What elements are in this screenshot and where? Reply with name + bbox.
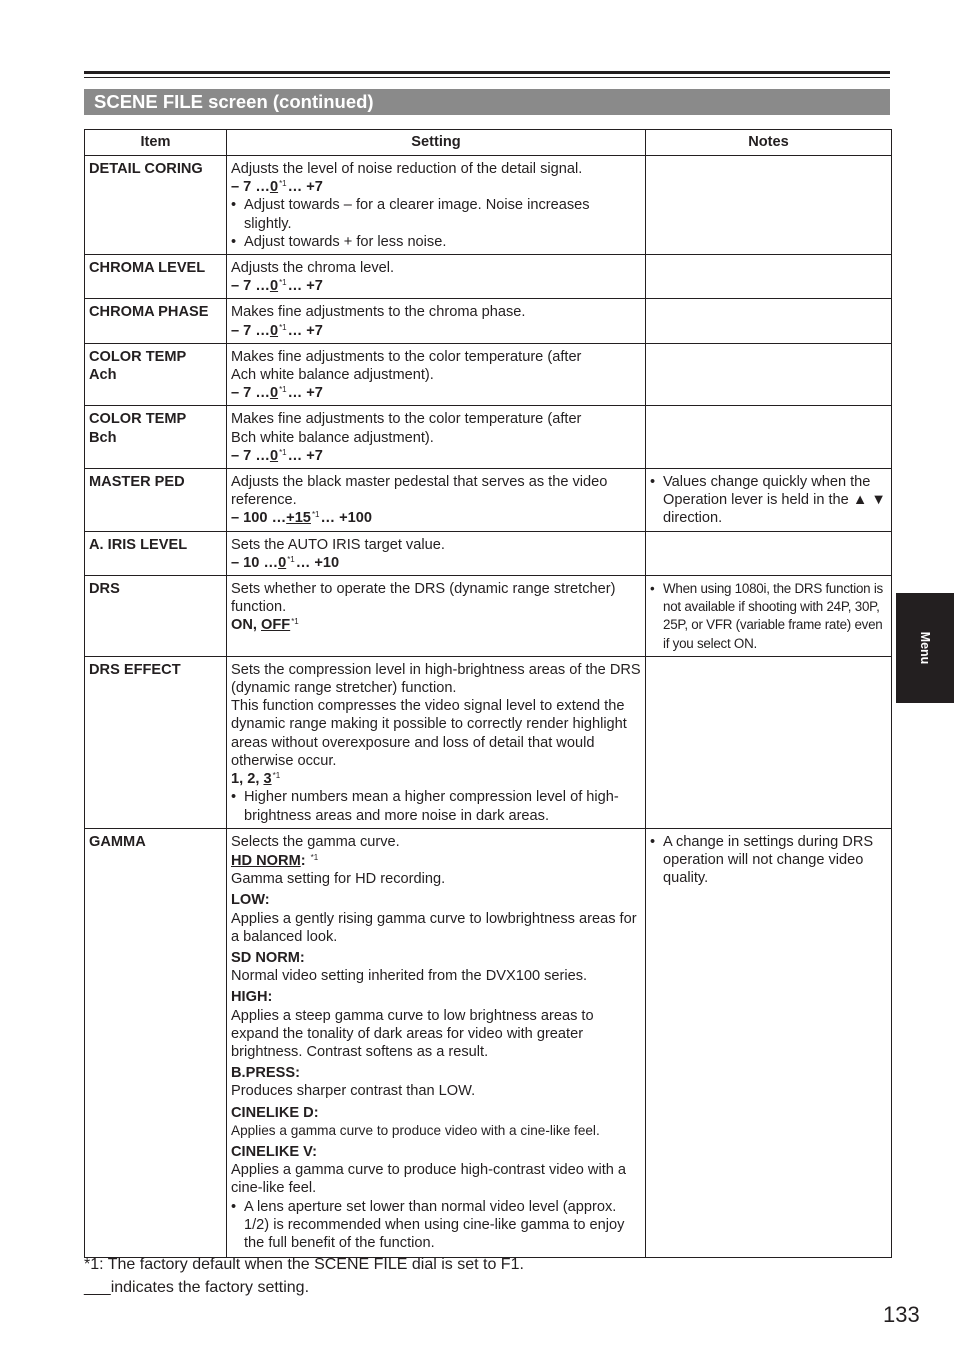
setting-description: Sets whether to operate the DRS (dynamic range stretcher) function. [231, 581, 616, 616]
setting-description: Makes fine adjustments to the color temperature (after Ach white balance adjustment). [231, 348, 582, 384]
setting-cell [227, 531, 646, 575]
footnote-marker: *1 [272, 771, 281, 781]
factory-setting-legend: ___indicates the factory setting. [84, 1279, 310, 1296]
notes-cell [646, 531, 892, 575]
bullet-item: • Adjust towards + for less noise. [231, 233, 641, 251]
setting-description: Makes fine adjustments to the color temperature (after Bch white balance adjustment). [231, 411, 582, 446]
notes-cell [646, 828, 892, 1257]
item-name: DETAIL CORING [85, 156, 227, 255]
item-name: CHROMA LEVEL [85, 255, 227, 299]
bullet-item: • Higher numbers mean a higher compression level of high-brightness areas and more noise in dark areas. [231, 788, 641, 824]
table-row [85, 156, 892, 255]
notes-cell [646, 255, 892, 299]
notes-cell [646, 406, 892, 469]
setting-cell [227, 156, 646, 255]
notes-cell [646, 343, 892, 406]
setting-options: 1, 2, 3$^{*1}$ [231, 771, 281, 788]
header-rule-thick [84, 71, 890, 74]
gamma-option-text: Applies a gamma curve to produce video with a cine-like feel. [231, 1122, 600, 1138]
gamma-option-label: HIGH: [231, 989, 273, 1006]
notes-cell [646, 469, 892, 532]
footnote-marker: *1 [287, 554, 295, 564]
table-row [85, 406, 892, 469]
side-tab-menu [896, 593, 954, 703]
header-rule-thin [84, 77, 890, 78]
table-row [85, 531, 892, 575]
table-row [85, 343, 892, 406]
gamma-option-label: LOW: [231, 892, 270, 909]
factory-default-value: +15 [286, 510, 311, 527]
factory-default-value: OFF [261, 617, 291, 634]
gamma-option-label: SD NORM: [231, 949, 305, 966]
gamma-option-label: CINELIKE D: [231, 1104, 319, 1121]
setting-description: Selects the gamma curve. [231, 833, 400, 850]
column-header-setting: Setting [227, 130, 646, 156]
footnote-marker: *1 [310, 852, 319, 862]
setting-options: ON, OFF$^{*1}$ [231, 617, 299, 634]
table-header-row [85, 130, 892, 156]
bullet-item: • A lens aperture set lower than normal video level (approx. 1/2) is recommended when using cine-like gamma to enjoy the full benefit of the function. [231, 1198, 641, 1253]
column-header-notes: Notes [646, 130, 892, 156]
note-text: • A change in settings during DRS operation will not change video quality. [650, 833, 887, 888]
setting-cell [227, 255, 646, 299]
setting-range: – 7 …0$^{*1}$… +7 [231, 322, 323, 339]
table-row [85, 469, 892, 532]
note-text: • When using 1080i, the DRS function is not available if shooting with 24P, 30P, 25P, or VFR (variable frame rate) even if you select ON. [650, 580, 887, 653]
footnote-marker: *1 [279, 385, 287, 395]
setting-cell [227, 406, 646, 469]
footnote-marker: *1 [291, 617, 299, 627]
factory-default-value: 0 [269, 278, 279, 295]
setting-cell [227, 828, 646, 1257]
table-row [85, 828, 892, 1257]
table-row [85, 576, 892, 657]
setting-description: Sets the AUTO IRIS target value. [231, 536, 445, 553]
item-name: GAMMA [85, 828, 227, 1257]
item-name: COLOR TEMP Ach [85, 343, 227, 406]
factory-default-value: 0 [269, 447, 279, 464]
page-number: 133 [883, 1302, 920, 1327]
table-row [85, 299, 892, 343]
side-tab-label: Menu [918, 631, 932, 665]
footnote-marker: *1 [279, 447, 287, 457]
item-name: CHROMA PHASE [85, 299, 227, 343]
gamma-option-label: HD NORM: $^{*1}$ [231, 852, 319, 869]
table-row [85, 255, 892, 299]
factory-default-value: 0 [269, 322, 279, 339]
bullet-item: • Adjust towards – for a clearer image. Noise increases slightly. [231, 196, 641, 232]
notes-cell [646, 156, 892, 255]
setting-range: – 7 …0$^{*1}$… +7 [231, 179, 323, 196]
gamma-option-label: CINELIKE V: [231, 1143, 317, 1160]
setting-cell [227, 656, 646, 828]
setting-range: – 7 …0$^{*1}$… +7 [231, 447, 323, 464]
setting-description: Adjusts the level of noise reduction of the detail signal. [231, 161, 583, 177]
item-name: A. IRIS LEVEL [85, 531, 227, 575]
factory-default-value: 0 [269, 385, 279, 402]
gamma-option-text: Normal video setting inherited from the DVX100 series. [231, 968, 588, 985]
notes-cell [646, 656, 892, 828]
gamma-option-text: Gamma setting for HD recording. [231, 871, 446, 888]
factory-default-value: 0 [269, 179, 279, 196]
setting-description: Adjusts the chroma level. [231, 260, 395, 277]
gamma-option-text: Applies a steep gamma curve to low brightness areas to expand the tonality of dark areas for video with greater brightness. Contrast softens as a result. [231, 1007, 594, 1060]
setting-description: This function compresses the video signal level to extend the dynamic range making it possible to correctly render highlight areas without overexposure and loss of detail that would otherwise occur. [231, 698, 627, 769]
gamma-option-text: Applies a gently rising gamma curve to lowbrightness areas for a balanced look. [231, 910, 637, 945]
column-header-item: Item [85, 130, 227, 156]
gamma-option-text: Applies a gamma curve to produce high-contrast video with a cine-like feel. [231, 1162, 627, 1197]
setting-range: – 7 …0$^{*1}$… +7 [231, 385, 323, 402]
note-text: • Values change quickly when the Operation lever is held in the ▲ ▼ direction. [650, 473, 887, 528]
setting-description: Adjusts the black master pedestal that serves as the video reference. [231, 474, 608, 509]
scene-file-table [84, 129, 892, 1258]
factory-default-value: 0 [278, 554, 287, 571]
gamma-option-text: Produces sharper contrast than LOW. [231, 1083, 476, 1100]
setting-cell [227, 469, 646, 532]
factory-default-value: 3 [263, 771, 272, 788]
setting-description: Sets the compression level in high-brightness areas of the DRS (dynamic range stretcher) function. [231, 661, 641, 697]
gamma-option-label: B.PRESS: [231, 1065, 300, 1082]
setting-cell [227, 576, 646, 657]
setting-cell [227, 299, 646, 343]
item-name: COLOR TEMP Bch [85, 406, 227, 469]
setting-cell [227, 343, 646, 406]
notes-cell [646, 299, 892, 343]
setting-description: Makes fine adjustments to the chroma phase. [231, 304, 526, 321]
setting-range: – 10 …0$^{*1}$… +10 [231, 554, 340, 571]
table-row [85, 656, 892, 828]
footnote-marker: *1 [279, 278, 287, 288]
setting-range: – 100 …+15$^{*1}$… +100 [231, 510, 373, 527]
section-title-bar [84, 89, 890, 115]
notes-cell [646, 576, 892, 657]
setting-range: – 7 …0$^{*1}$… +7 [231, 278, 323, 295]
item-name: MASTER PED [85, 469, 227, 532]
footnote-marker: *1 [279, 322, 287, 332]
section-title: SCENE FILE screen (continued) [94, 91, 374, 112]
footnote-marker: *1 [279, 179, 287, 189]
item-name: DRS EFFECT [85, 656, 227, 828]
footnote: *1: The factory default when the SCENE FILE dial is set to F1. [84, 1256, 524, 1273]
footnote-marker: *1 [311, 510, 320, 520]
item-name: DRS [85, 576, 227, 657]
